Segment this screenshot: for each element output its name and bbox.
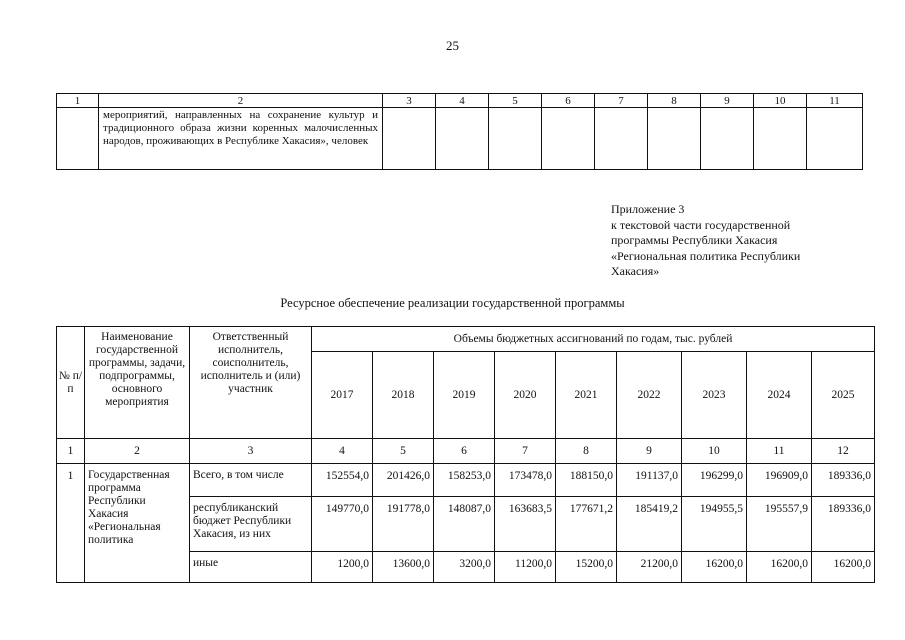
continuation-header-row	[57, 94, 863, 108]
continuation-cell	[648, 108, 701, 170]
continuation-cell	[754, 108, 807, 170]
value-cell: 195557,9	[747, 497, 812, 552]
column-number: 2	[85, 439, 190, 464]
value-cell: 16200,0	[812, 552, 875, 583]
header-number: № п/п	[57, 327, 85, 439]
value-cell: 15200,0	[556, 552, 617, 583]
column-number: 7	[495, 439, 556, 464]
value-cell: 189336,0	[812, 464, 875, 497]
appendix-line: к текстовой части государственной	[611, 217, 791, 232]
funding-source-label: республиканский бюджет Республики Хакасия, из них	[190, 497, 312, 552]
continuation-cell	[595, 108, 648, 170]
column-number: 6	[434, 439, 495, 464]
continuation-header-cell: 1	[57, 94, 99, 108]
appendix-line: Хакасия»	[611, 264, 660, 278]
continuation-header-cell: 11	[807, 94, 863, 108]
value-cell: 191137,0	[617, 464, 682, 497]
column-number: 4	[312, 439, 373, 464]
continuation-header-cell: 2	[99, 94, 383, 108]
continuation-table	[56, 93, 863, 170]
value-cell: 189336,0	[812, 497, 875, 552]
continuation-cell	[383, 108, 436, 170]
value-cell: 13600,0	[373, 552, 434, 583]
value-cell: 188150,0	[556, 464, 617, 497]
continuation-cell	[701, 108, 754, 170]
value-cell: 177671,2	[556, 497, 617, 552]
value-cell: 196909,0	[747, 464, 812, 497]
resource-header-row	[57, 327, 875, 352]
header-responsible: Ответственный исполнитель, соисполнитель, исполнитель и (или) участник	[190, 327, 312, 439]
year-header: 2024	[747, 352, 812, 439]
value-cell: 152554,0	[312, 464, 373, 497]
value-cell: 194955,5	[682, 497, 747, 552]
continuation-cell	[436, 108, 489, 170]
appendix-line: Приложение 3	[611, 202, 685, 216]
program-name: Государственная программа Республики Хакасия «Региональная политика	[85, 464, 190, 583]
year-header: 2021	[556, 352, 617, 439]
indicator-description: мероприятий, направленных на сохранение культур и традиционного образа жизни коренных малочисленных народов, проживающих в Республике Хакасия», человек	[99, 108, 383, 170]
column-number: 11	[747, 439, 812, 464]
year-header: 2019	[434, 352, 495, 439]
row-number: 1	[57, 464, 85, 583]
funding-source-label: Всего, в том числе	[190, 464, 312, 497]
value-cell: 173478,0	[495, 464, 556, 497]
column-number-row	[57, 439, 875, 464]
column-number: 8	[556, 439, 617, 464]
appendix-caption	[611, 202, 851, 280]
resource-table	[56, 326, 875, 583]
column-number: 9	[617, 439, 682, 464]
appendix-line: программы Республики Хакасия	[611, 233, 778, 247]
continuation-body-row	[57, 108, 863, 170]
continuation-header-cell: 5	[489, 94, 542, 108]
continuation-header-cell: 4	[436, 94, 489, 108]
continuation-header-cell: 9	[701, 94, 754, 108]
value-cell: 21200,0	[617, 552, 682, 583]
column-number: 12	[812, 439, 875, 464]
column-number: 3	[190, 439, 312, 464]
value-cell: 149770,0	[312, 497, 373, 552]
continuation-cell	[807, 108, 863, 170]
header-budget-volumes: Объемы бюджетных ассигнований по годам, тыс. рублей	[312, 327, 875, 352]
continuation-header-cell: 10	[754, 94, 807, 108]
resource-table-title: Ресурсное обеспечение реализации государственной программы	[280, 296, 625, 310]
appendix-line: «Региональная политика Республики	[611, 248, 801, 263]
continuation-header-cell: 7	[595, 94, 648, 108]
value-cell: 148087,0	[434, 497, 495, 552]
continuation-header-cell: 8	[648, 94, 701, 108]
column-number: 1	[57, 439, 85, 464]
value-cell: 196299,0	[682, 464, 747, 497]
funding-source-label: иные	[190, 552, 312, 583]
header-name: Наименование государственной программы, задачи, подпрограммы, основного мероприятия	[85, 327, 190, 439]
value-cell: 201426,0	[373, 464, 434, 497]
column-number: 10	[682, 439, 747, 464]
value-cell: 185419,2	[617, 497, 682, 552]
value-cell: 3200,0	[434, 552, 495, 583]
year-header: 2023	[682, 352, 747, 439]
value-cell: 163683,5	[495, 497, 556, 552]
continuation-header-cell: 3	[383, 94, 436, 108]
year-header: 2017	[312, 352, 373, 439]
continuation-cell	[489, 108, 542, 170]
value-cell: 11200,0	[495, 552, 556, 583]
page-number: 25	[446, 38, 459, 53]
year-header: 2020	[495, 352, 556, 439]
column-number: 5	[373, 439, 434, 464]
year-header: 2022	[617, 352, 682, 439]
value-cell: 16200,0	[747, 552, 812, 583]
value-cell: 191778,0	[373, 497, 434, 552]
continuation-cell	[542, 108, 595, 170]
value-cell: 16200,0	[682, 552, 747, 583]
year-header: 2025	[812, 352, 875, 439]
year-header: 2018	[373, 352, 434, 439]
table-row	[57, 464, 875, 497]
value-cell: 1200,0	[312, 552, 373, 583]
value-cell: 158253,0	[434, 464, 495, 497]
continuation-cell	[57, 108, 99, 170]
continuation-header-cell: 6	[542, 94, 595, 108]
